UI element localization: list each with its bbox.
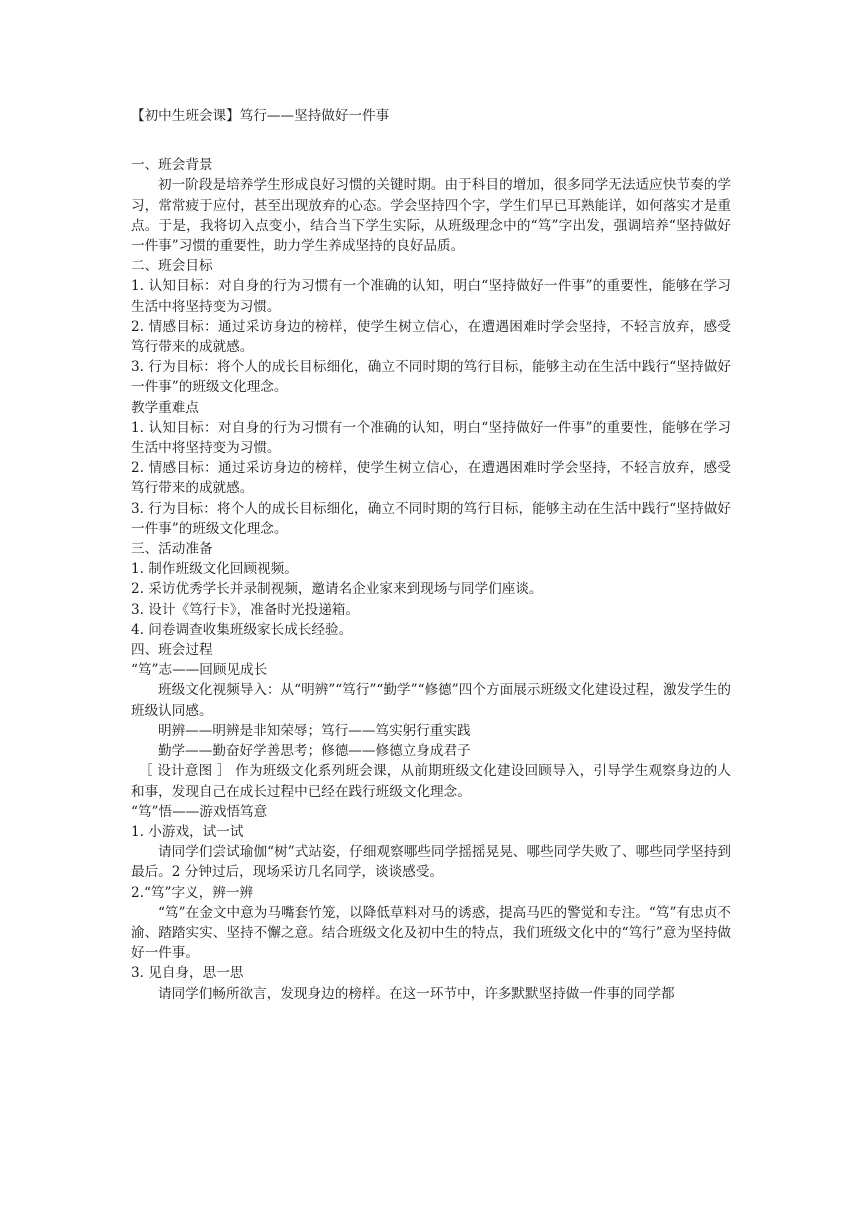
sub-step-title-character: 2.“笃”字义，辨一辨 <box>131 884 254 901</box>
document-title: 【初中生班会课】笃行——坚持做好一件事 <box>131 108 390 124</box>
design-intent-paragraph: ［ 设计意图 ］ 作为班级文化系列班会课，从前期班级文化建设回顾导入，引导学生观察身边的人和事，发现自己在成长过程中已经在践行班级文化理念。 <box>131 763 731 800</box>
preparation-item: 3. 设计《笃行卡》，准备时光投递箱。 <box>131 601 359 618</box>
section-heading-background: 一、班会背景 <box>131 157 213 174</box>
preparation-item: 4. 问卷调查收集班级家长成长经验。 <box>131 621 353 638</box>
process-part1-line: 明辨——明辨是非知荣辱；笃行——笃实躬行重实践 <box>158 722 471 739</box>
process-part1-line: 勤学——勤奋好学善思考；修德——修德立身成君子 <box>158 743 471 760</box>
sub-step-title-reflect: 3. 见自身，思一思 <box>131 965 244 982</box>
sub-step-paragraph-character: “笃”在金文中意为马嘴套竹笼，以降低草料对马的诱惑，提高马匹的警觉和专注。“笃”有忠贞不渝、踏踏实实、坚持不懈之意。结合班级文化及初中生的特点，我们班级文化中的“笃行”意为坚持做好一件事。 <box>131 904 731 962</box>
sub-step-title-game: 1. 小游戏，试一试 <box>131 823 244 840</box>
process-part1-title: “笃”志——回顾见成长 <box>131 662 268 679</box>
document-page <box>131 106 731 1004</box>
goal-item-cognitive: 1. 认知目标：对自身的行为习惯有一个准确的认知，明白“坚持做好一件事”的重要性，能够在学习生活中将坚持变为习惯。 <box>131 278 731 315</box>
key-point-item-cognitive: 1. 认知目标：对自身的行为习惯有一个准确的认知，明白“坚持做好一件事”的重要性，能够在学习生活中将坚持变为习惯。 <box>131 419 731 457</box>
goal-item-emotional: 2. 情感目标：通过采访身边的榜样，使学生树立信心，在遭遇困难时学会坚持，不轻言放弃，感受笃行带来的成就感。 <box>131 318 731 356</box>
sub-step-paragraph-game: 请同学们尝试瑜伽“树”式站姿，仔细观察哪些同学摇摇晃晃、哪些同学失败了、哪些同学坚持到最后。2 分钟过后，现场采访几名同学，谈谈感受。 <box>131 844 731 881</box>
section-heading-preparation: 三、活动准备 <box>131 541 213 558</box>
goal-item-behavior: 3. 行为目标：将个人的成长目标细化，确立不同时期的笃行目标，能够主动在生活中践行“坚持做好一件事”的班级文化理念。 <box>131 359 731 396</box>
process-part1-paragraph: 班级文化视频导入：从“明辨”“笃行”“勤学”“修德”四个方面展示班级文化建设过程，激发学生的班级认同感。 <box>131 682 731 719</box>
key-point-item-emotional: 2. 情感目标：通过采访身边的榜样，使学生树立信心，在遭遇困难时学会坚持，不轻言放弃，感受笃行带来的成就感。 <box>131 460 731 497</box>
section-heading-key-points: 教学重难点 <box>131 399 199 416</box>
key-point-item-behavior: 3. 行为目标：将个人的成长目标细化，确立不同时期的笃行目标，能够主动在生活中践行“坚持做好一件事”的班级文化理念。 <box>131 500 731 537</box>
section-heading-process: 四、班会过程 <box>131 642 213 659</box>
process-part2-title: “笃”悟——游戏悟笃意 <box>131 803 268 820</box>
background-paragraph: 初一阶段是培养学生形成良好习惯的关键时期。由于科目的增加，很多同学无法适应快节奏的学习，常常疲于应付，甚至出现放弃的心态。学会坚持四个字，学生们早已耳熟能详，如何落实才是重点。于是，我将切入点变小，结合当下学生实际，从班级理念中的“笃”字出发，强调培养“坚持做好一件事”习惯的重要性，助力学生养成坚持的良好品质。 <box>131 177 731 255</box>
sub-step-paragraph-reflect: 请同学们畅所欲言，发现身边的榜样。在这一环节中，许多默默坚持做一件事的同学都 <box>158 985 675 1002</box>
preparation-item: 1. 制作班级文化回顾视频。 <box>131 561 298 578</box>
preparation-item: 2. 采访优秀学长并录制视频，邀请名企业家来到现场与同学们座谈。 <box>131 581 543 598</box>
section-heading-goals: 二、班会目标 <box>131 258 213 275</box>
